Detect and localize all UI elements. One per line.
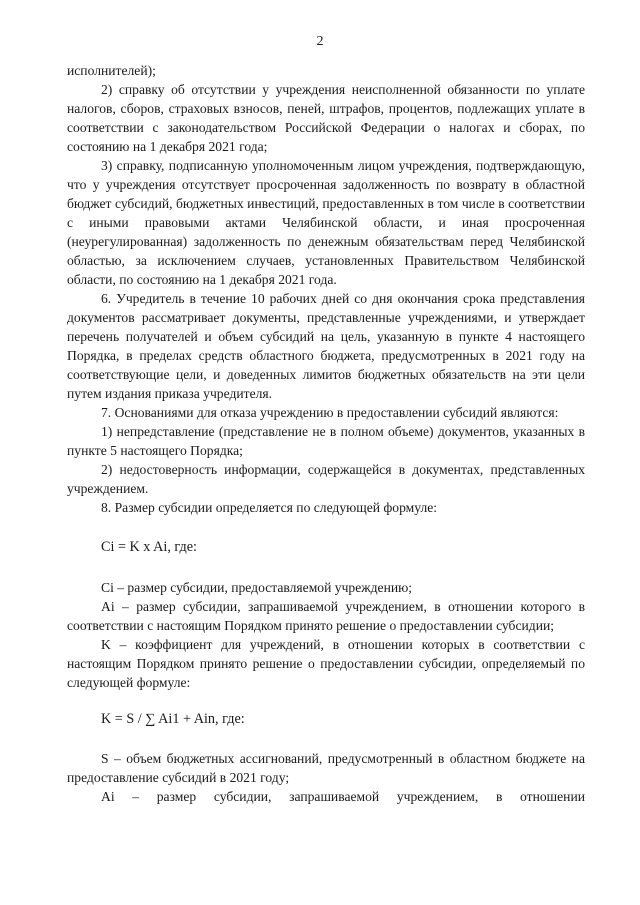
paragraph-item-3-debt-certificate: 3) справку, подписанную уполномоченным лицом учреждения, подтверждающую, что у учреждения отсутствует просроченная задолженность по возврату в областной бюджет субсидий, бюджетных инвестиций, предоставленных в том числе в соответствии с иными правовыми актами Челябинской области, и иная просроченная (неурегулированная) задолженность по денежным обязательствам перед Челябинской областью, за исключением случаев, установленных Правительством Челябинской области, по состоянию на 1 декабря 2021 года. [67,158,585,287]
paragraph-continuation: исполнителей); [67,63,156,78]
paragraph-clause-8: 8. Размер субсидии определяется по следующей формуле: [101,500,438,515]
definition-ai: Ai – размер субсидии, запрашиваемой учреждением, в отношении которого в соответствии с настоящим Порядком принято решение о предоставлении субсидии; [67,599,585,633]
formula-coefficient: K = S / ∑ Ai1 + Ain, где: [101,711,245,727]
definition-ai-continued: Ai – размер субсидии, запрашиваемой учреждением, в отношении [101,789,585,804]
document-body [67,61,585,806]
paragraph-item-2-tax-certificate: 2) справку об отсутствии у учреждения неисполненной обязанности по уплате налогов, сборов, страховых взносов, пеней, штрафов, процентов, подлежащих уплате в соответствии с законодательством Российской Федерации о налогах и сборах, по состоянию на 1 декабря 2021 года; [67,82,585,154]
paragraph-refusal-1: 1) непредставление (представление не в полном объеме) документов, указанных в пункте 5 настоящего Порядка; [67,424,585,458]
formula-subsidy-size: Ci = K x Ai, где: [101,539,197,555]
paragraph-clause-6: 6. Учредитель в течение 10 рабочих дней со дня окончания срока представления документов рассматривает документы, представленные учреждениями, и утверждает перечень получателей и объем субсидий на цель, указанную в пункте 4 настоящего Порядка, в пределах средств областного бюджета, предусмотренных в 2021 году на соответствующие цели, и доведенных лимитов бюджетных обязательств на эти цели путем издания приказа учредителя. [67,291,585,401]
paragraph-clause-7: 7. Основаниями для отказа учреждению в предоставлении субсидий являются: [101,405,559,420]
definition-k: K – коэффициент для учреждений, в отношении которых в соответствии с настоящим Порядком принято решение о предоставлении субсидии, определяемый по следующей формуле: [67,637,585,690]
paragraph-refusal-2: 2) недостоверность информации, содержащейся в документах, представленных учреждением. [67,462,585,496]
definition-ci: Ci – размер субсидии, предоставляемой учреждению; [101,580,413,595]
page-number: 2 [316,34,324,49]
definition-s: S – объем бюджетных ассигнований, предусмотренный в областном бюджете на предоставление субсидий в 2021 году; [67,751,585,785]
